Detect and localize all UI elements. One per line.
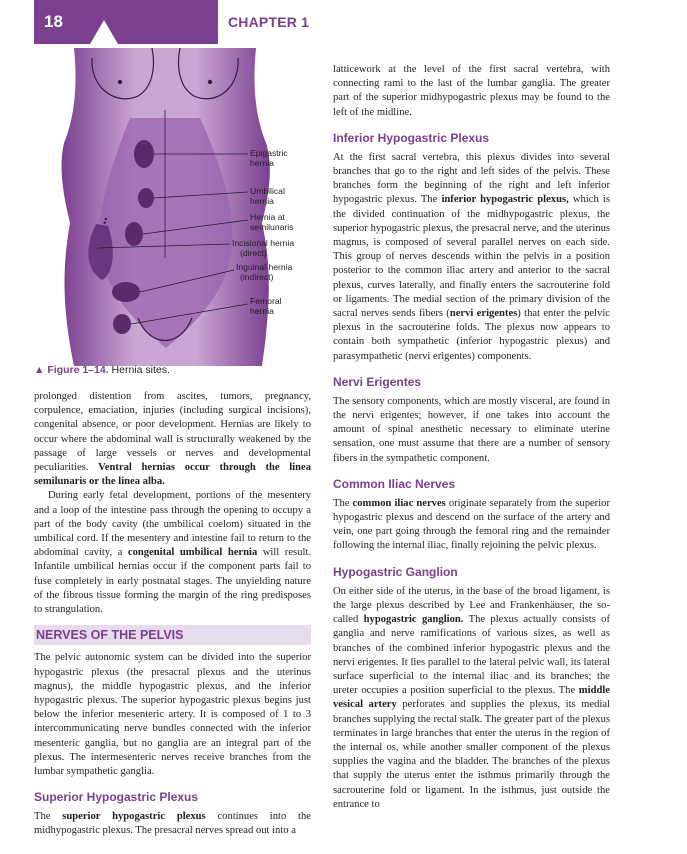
callout-femoral-1: Femoral <box>250 296 282 306</box>
callout-umbilical-1: Umbilical <box>250 186 285 196</box>
left-paragraph-3: The pelvic autonomic system can be divided into the superior hypogastric plexus (the presacral plexus and the uterinus magnus), the middle hypogastric plexus, and the inferior hypogastric plexus. The superior hypogastric plexus begins just below the inferior mesenteric artery. It is composed of 1 to 3 intercommunicating nerve bundles connected with the inferior mesenteric ganglia, but no ganglia are an integral part of the plexus. The intermesenteric nerves receive branches from the lumbar sympathetic ganglia. <box>34 652 311 778</box>
epigastric-hernia-bulge <box>134 140 154 168</box>
subheading-inferior-hypogastric-plexus: Inferior Hypogastric Plexus <box>333 130 490 145</box>
subheading-superior-hypogastric-plexus: Superior Hypogastric Plexus <box>34 790 199 805</box>
callout-umbilical-2: hernia <box>250 196 274 206</box>
figure-caption <box>34 364 170 376</box>
left-paragraph-2: During early fetal development, portions of the mesentery and a loop of the intestine pass through the opening to occupy a part of the body cavity (the umbilical coelom) situated in the umbilical cord. If the mesentery and intestine fail to return to the abdominal cavity, a congenital umbilical hernia will result. Infantile umbilical hernias occur if the component parts fail to fuse completely in early postnatal stages. The unyielding nature of the fibrous tissue forming the margin of the ring predisposes to strangulation. <box>34 490 311 616</box>
inguinal-hernia-bulge <box>112 282 140 302</box>
subheading-common-iliac-nerves: Common Iliac Nerves <box>333 476 456 491</box>
caption-triangle-icon: ▲ <box>34 364 45 376</box>
nipple-left <box>118 80 122 84</box>
femoral-hernia-bulge <box>113 314 131 334</box>
callout-inguinal-1: Inguinal hernia <box>236 262 293 272</box>
callout-femoral-2: hernia <box>250 306 274 316</box>
right-paragraph-3: The sensory components, which are mostly visceral, are found in the nervi erigentes; however, if one takes into account the amount of spinal anesthetic necessary to eliminate uterine sensation, one must assume that there are a number of sensory fibers in the sympathetic component. <box>333 395 610 464</box>
hernia-figure <box>34 48 311 366</box>
callout-incisional-1: Incisional hernia <box>232 238 295 248</box>
callout-epigastric-1: Epigastric <box>250 148 288 158</box>
right-paragraph-2: At the first sacral vertebra, this plexus divides into several branches that go to the right and left sides of the pelvis. These branches form the beginning of the right and left inferior hypogastric plexus. The inferior hypogastric plexus, which is the divided continuation of the midhypogastric plexus, the superior hypogastric plexus, the presacral nerve, and the uterinus magnus, is composed of several parallel nerves on each side. This group of nerves descends within the pelvis in a position posterior to the common iliac artery and anterior to the sacral plexus, curves laterally, and finally enters the sacrouterine fold or ligaments. The medial section of the primary division of the sacral nerves sends fibers (nervi erigentes) that enter the pelvic plexus in the sacrouterine folds. The plexus now appears to contain both sympathetic (inferior hypogastric plexus) and parasympathetic (nervi erigentes) components. <box>333 151 610 362</box>
hernia-illustration <box>34 48 311 366</box>
chapter-title: CHAPTER 1 <box>228 14 310 30</box>
left-column <box>34 390 311 839</box>
callout-epigastric-2: hernia <box>250 158 274 168</box>
header-notch <box>90 20 118 44</box>
callout-semilunaris-2: semilunaris <box>250 222 294 232</box>
right-paragraph-1: latticework at the level of the first sacral vertebra, with connecting rami to the last of the lumbar ganglia. The greater part of the superior midhypogastric plexus may be found to the left of the midline. <box>333 64 610 118</box>
nipple-right <box>208 80 212 84</box>
caption-text: Hernia sites. <box>111 364 170 376</box>
page-header <box>0 0 687 44</box>
right-paragraph-5: On either side of the uterus, in the base of the broad ligament, is the large plexus described by Lee and Frankenhäuser, the so-called hypogastric ganglion. The plexus actually consists of ganglia and nerve ramifications of various sizes, as well as branches of the combined inferior hypogastric plexus and the nervi erigentes. It lies parallel to the lateral pelvic wall, its lateral surface superficial to the internal iliac and its branches; the ureter occupies a position superficial to the plexus. The middle vesical artery perforates and supplies the plexus, its medial branches supplying the rectal stalk. The greater part of the plexus terminates in large branches that enter the uterus in the region of the internal os, while another smaller component of the plexus supplies the vagina and the bladder. The branches of the plexus that supply the uterus enter the isthmus primarily through the sacrouterine fold or ligament. In the isthmus, just outside the entrance to <box>333 585 611 810</box>
section-heading-nerves-of-the-pelvis: NERVES OF THE PELVIS <box>34 625 311 645</box>
callout-inguinal-2: (indirect) <box>240 272 274 282</box>
right-column <box>333 63 610 812</box>
caption-label: Figure 1–14. <box>47 364 109 376</box>
umbilical-hernia-bulge <box>138 188 154 208</box>
right-paragraph-4: The common iliac nerves originate separately from the superior hypogastric plexus and descend on the surface of the artery and vein, one part going through the femoral ring and the remainder following the internal iliac, finally rejoining the pelvic plexus. <box>333 497 610 552</box>
subheading-hypogastric-ganglion: Hypogastric Ganglion <box>333 564 458 579</box>
page-number: 18 <box>44 12 63 31</box>
left-paragraph-1: prolonged distention from ascites, tumors, pregnancy, corpulence, emaciation, injuries (including surgical incisions), congenital absence, or poor development. Hernias are likely to occur where the abdominal wall is structurally weakened by the passage of large vessels or nerves and developmental peculiarities. Ventral hernias occur through the linea semilunaris or the linea alba. <box>34 391 312 488</box>
callout-semilunaris-1: Hernia at <box>250 212 285 222</box>
semilunaris-hernia-bulge <box>125 222 143 246</box>
callout-incisional-2: (direct) <box>240 248 267 258</box>
subheading-nervi-erigentes: Nervi Erigentes <box>333 374 422 389</box>
left-paragraph-4: The superior hypogastric plexus continues into the midhypogastric plexus. The presacral nerves spread out into a <box>34 811 311 837</box>
